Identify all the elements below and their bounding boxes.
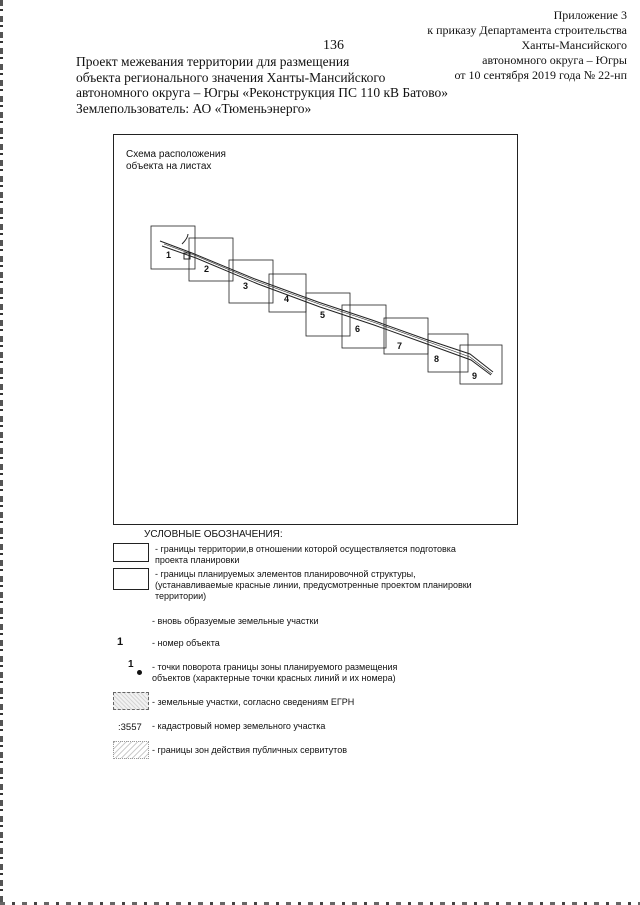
sheet-number: 2 [204,264,210,274]
legend-symbol-egrn-parcel [113,692,149,710]
legend-item [152,721,325,732]
legend-item [152,616,318,627]
sheet-number: 8 [434,354,440,364]
legend-item [152,697,354,708]
sheet-rect [189,238,233,281]
legend-item [152,638,220,649]
title-line: Проект межевания территории для размещения [76,54,350,69]
title-line: объекта регионального значения Ханты-Мансийского [76,69,386,85]
route-hook [182,234,188,244]
title-line: Землепользователь: АО «Тюменьэнерго» [76,100,312,116]
legend-title: УСЛОВНЫЕ ОБОЗНАЧЕНИЯ: [144,529,283,540]
appendix-line: Ханты-Мансийского [521,38,627,52]
legend-text: - земельные участки, согласно сведениям ЕГРН [152,697,355,707]
legend-text: - номер объекта [152,638,220,648]
legend-symbol-territory-boundary [113,543,149,562]
sheet-number: 1 [166,250,172,260]
route-line [162,246,491,375]
sheet-number: 9 [472,371,478,381]
sheet-number: 7 [397,341,403,351]
legend-symbol-servitude-zone [113,741,149,759]
sheet-numbers [166,250,477,381]
legend-item [152,662,397,684]
sheet-number: 3 [243,281,249,291]
sheet-number: 6 [355,324,361,334]
legend-text: - кадастровый номер земельного участка [152,721,326,731]
appendix-line: Приложение 3 [553,8,627,22]
legend-text: - границы территории,в отношении которой осуществляется подготовка [155,544,456,554]
legend-text: - границы планируемых элементов планировочной структуры, [155,569,416,579]
legend-symbol-object-number: 1 [117,636,124,648]
sheet-number: 4 [284,294,290,304]
legend-item [155,544,456,566]
legend-text: (устанавливаемые красные линии, предусмотренные проектом планировки [155,580,472,590]
legend-symbol-cadastral: :3557 [118,722,142,733]
legend-text: территории) [155,591,207,601]
appendix-line: автономного округа – Югры [482,53,627,67]
legend-item [152,745,347,756]
sheet-number: 5 [320,310,326,320]
object-route [160,234,493,375]
page-number: 136 [323,38,344,53]
legend-text: - вновь образуемые земельные участки [152,616,319,626]
legend-text: - точки поворота границы зоны планируемого размещения [152,662,398,672]
legend-symbol-planning-elements [113,568,149,590]
appendix-line: к приказу Департамента строительства [427,23,627,37]
sheet-rect [428,334,468,372]
legend-text: объектов (характерные точки красных линий и их номера) [152,673,396,683]
legend-text: - границы зон действия публичных сервитутов [152,745,347,755]
route-line [164,244,492,374]
legend-symbol-point-dot-icon [137,670,142,675]
legend-symbol-point-number: 1 [128,659,134,670]
sheet-rect [269,274,306,312]
appendix-line: от 10 сентября 2019 года № 22-нп [454,68,627,82]
legend-text: проекта планировки [155,555,240,565]
sheet-rect [460,345,502,384]
title-line: автономного округа – Югры «Реконструкция ПС 110 кВ Батово» [76,85,449,100]
legend-item [155,569,472,602]
schema-caption-line: Схема расположения [126,149,226,160]
schema-caption-line: объекта на листах [126,161,212,172]
